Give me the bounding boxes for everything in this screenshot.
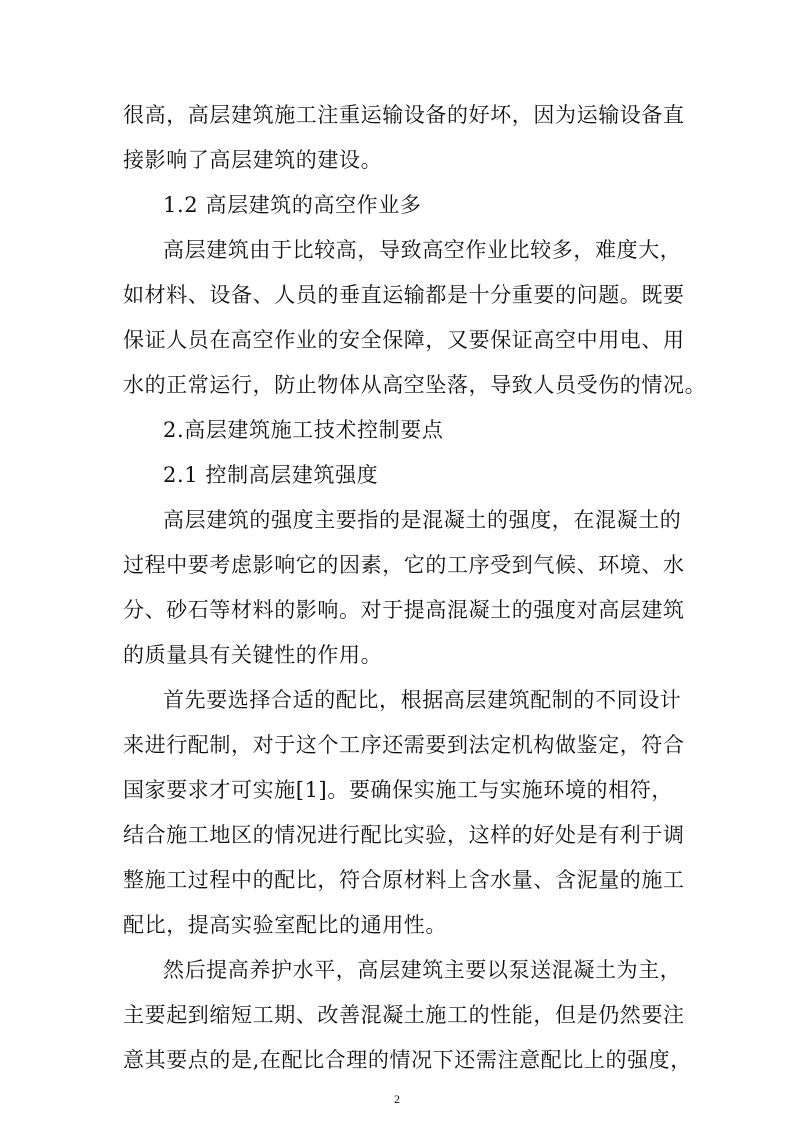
text-line: 如材料、设备、人员的垂直运输都是十分重要的问题。既要 xyxy=(123,283,685,307)
text-line: 首先要选择合适的配比，根据高层建筑配制的不同设计 xyxy=(163,688,682,712)
text-line: 保证人员在高空作业的安全保障，又要保证高空中用电、用 xyxy=(123,328,685,352)
text-line: 高层建筑的强度主要指的是混凝土的强度，在混凝土的 xyxy=(163,508,682,532)
text-line: 结合施工地区的情况进行配比实验，这样的好处是有利于调 xyxy=(123,823,685,847)
section-heading: 2.高层建筑施工技术控制要点 xyxy=(163,418,444,442)
text-line: 水的正常运行，防止物体从高空坠落，导致人员受伤的情况。 xyxy=(123,373,707,397)
section-heading: 1.2 高层建筑的高空作业多 xyxy=(163,193,422,217)
text-line: 意其要点的是,在配比合理的情况下还需注意配比上的强度， xyxy=(123,1048,692,1072)
text-line: 高层建筑由于比较高，导致高空作业比较多，难度大， xyxy=(163,238,682,262)
text-line: 分、砂石等材料的影响。对于提高混凝土的强度对高层建筑 xyxy=(123,598,685,622)
text-line: 接影响了高层建筑的建设。 xyxy=(123,148,383,172)
text-line: 的质量具有关键性的作用。 xyxy=(123,643,383,667)
text-line: 过程中要考虑影响它的因素，它的工序受到气候、环境、水 xyxy=(123,553,685,577)
text-line: 主要起到缩短工期、改善混凝土施工的性能，但是仍然要注 xyxy=(123,1003,685,1027)
text-line: 国家要求才可实施[1]。要确保实施工与实施环境的相符， xyxy=(123,778,673,802)
text-line: 然后提高养护水平，高层建筑主要以泵送混凝土为主， xyxy=(163,958,682,982)
text-line: 来进行配制，对于这个工序还需要到法定机构做鉴定，符合 xyxy=(123,733,685,757)
text-line: 很高，高层建筑施工注重运输设备的好坏，因为运输设备直 xyxy=(123,103,685,127)
text-line: 配比，提高实验室配比的通用性。 xyxy=(123,913,447,937)
section-heading: 2.1 控制高层建筑强度 xyxy=(163,463,379,487)
text-line: 整施工过程中的配比，符合原材料上含水量、含泥量的施工 xyxy=(123,868,685,892)
page-number: 2 xyxy=(394,1092,400,1106)
